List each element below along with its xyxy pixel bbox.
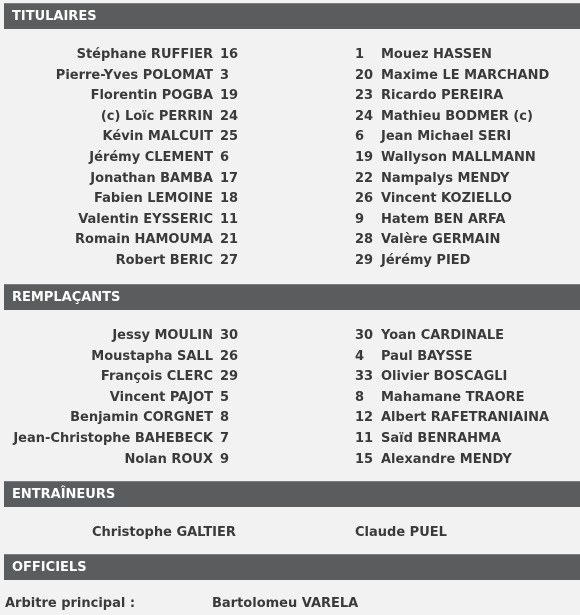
home-player-name: Fabien LEMOINE	[94, 191, 213, 207]
section-title-coaches: ENTRAÎNEURS	[12, 487, 116, 502]
away-player-name: Saïd BENRAHMA	[381, 430, 502, 446]
away-player-number: 26	[355, 191, 374, 207]
away-player-name: Mouez HASSEN	[381, 47, 492, 62]
home-player-number: 6	[220, 149, 230, 165]
home-player-number: 30	[220, 328, 239, 343]
lineup-row	[0, 210, 580, 231]
away-player-name: Paul BAYSSE	[381, 348, 473, 364]
home-player-name: Robert BERIC	[115, 252, 213, 268]
away-player-number: 9	[355, 211, 365, 227]
away-player-number: 30	[355, 328, 374, 343]
away-player-name: Jean Michael SERI	[381, 129, 512, 145]
official-name: Bartolomeu VARELA	[212, 596, 359, 611]
away-player-number: 20	[355, 67, 374, 83]
lineup-row	[0, 189, 580, 210]
section-header-subs	[4, 284, 580, 310]
away-player-number: 33	[355, 369, 374, 385]
away-player-name: Olivier BOSCAGLI	[381, 369, 508, 385]
home-player-number: 3	[220, 67, 230, 83]
home-player-number: 17	[220, 170, 239, 186]
home-player-name: Valentin EYSSERIC	[78, 211, 213, 227]
away-player-number: 19	[355, 149, 374, 165]
home-player-number: 25	[220, 129, 239, 145]
home-player-name: Benjamin CORGNET	[70, 410, 213, 426]
away-player-number: 24	[355, 108, 374, 124]
home-player-number: 9	[220, 451, 230, 467]
subs-list	[0, 326, 580, 470]
away-player-name: Albert RAFETRANIAINA	[381, 410, 550, 426]
home-player-name: Jessy MOULIN	[112, 328, 213, 343]
section-title-starters: TITULAIRES	[12, 9, 97, 24]
lineup-row	[0, 66, 580, 87]
home-player-number: 27	[220, 252, 239, 268]
lineup-row	[0, 45, 580, 66]
away-player-number: 22	[355, 170, 374, 186]
coaches-list	[0, 523, 580, 544]
home-player-number: 19	[220, 88, 239, 104]
home-player-number: 8	[220, 410, 230, 426]
lineup-row	[0, 450, 580, 471]
home-player-number: 16	[220, 47, 239, 62]
away-player-name: Yoan CARDINALE	[381, 328, 505, 343]
away-player-name: Alexandre MENDY	[381, 451, 512, 467]
away-player-number: 12	[355, 410, 374, 426]
home-player-number: 18	[220, 191, 239, 207]
home-player-name: Jean-Christophe BAHEBECK	[13, 430, 213, 446]
home-player-number: 7	[220, 430, 230, 446]
starters-list	[0, 45, 580, 272]
home-player-name: Florentin POGBA	[90, 88, 213, 104]
away-player-number: 11	[355, 430, 374, 446]
official-role-label: Arbitre principal :	[5, 596, 136, 611]
away-player-number: 29	[355, 252, 374, 268]
away-player-name: Jérémy PIED	[381, 252, 471, 268]
away-player-number: 6	[355, 129, 365, 145]
home-player-name: Moustapha SALL	[91, 348, 213, 364]
home-player-number: 26	[220, 348, 239, 364]
away-player-name: Wallyson MALLMANN	[381, 149, 536, 165]
lineup-row	[0, 107, 580, 128]
away-player-name: Valère GERMAIN	[381, 232, 501, 248]
lineup-row	[0, 86, 580, 107]
section-header-officials	[4, 554, 580, 580]
home-player-number: 5	[220, 389, 230, 405]
section-title-officials: OFFICIELS	[12, 560, 87, 575]
away-player-name: Ricardo PEREIRA	[381, 88, 504, 104]
home-player-name: Jérémy CLEMENT	[89, 149, 213, 165]
lineup-row	[0, 367, 580, 388]
home-player-name: (c) Loïc PERRIN	[100, 108, 213, 124]
away-player-name: Nampalys MENDY	[381, 170, 510, 186]
home-player-name: Vincent PAJOT	[109, 389, 213, 405]
home-player-number: 24	[220, 108, 239, 124]
officials-list	[0, 594, 580, 615]
section-header-starters	[4, 3, 580, 29]
away-player-name: Vincent KOZIELLO	[381, 191, 512, 207]
away-player-number: 4	[355, 348, 365, 364]
away-player-number: 8	[355, 389, 365, 405]
lineup-row	[0, 388, 580, 409]
home-player-name: Romain HAMOUMA	[75, 232, 213, 248]
lineup-row	[0, 230, 580, 251]
lineup-row	[0, 429, 580, 450]
away-player-name: Mahamane TRAORE	[381, 389, 525, 405]
away-coach-name: Claude PUEL	[355, 525, 447, 540]
home-player-name: Pierre-Yves POLOMAT	[55, 67, 213, 83]
lineup-row	[0, 251, 580, 272]
home-player-name: François CLERC	[100, 369, 213, 385]
lineup-row	[0, 169, 580, 190]
official-row	[0, 594, 580, 615]
home-player-name: Stéphane RUFFIER	[76, 47, 213, 62]
lineup-row	[0, 408, 580, 429]
away-player-number: 23	[355, 88, 374, 104]
away-player-number: 28	[355, 232, 374, 248]
home-player-number: 29	[220, 369, 239, 385]
home-player-name: Jonathan BAMBA	[90, 170, 213, 186]
home-player-name: Nolan ROUX	[124, 451, 213, 467]
away-player-name: Mathieu BODMER (c)	[381, 108, 533, 124]
section-header-coaches	[4, 481, 580, 507]
lineup-row	[0, 148, 580, 169]
lineup-row	[0, 326, 580, 347]
lineup-row	[0, 347, 580, 368]
section-title-subs: REMPLAÇANTS	[12, 290, 121, 305]
home-player-name: Kévin MALCUIT	[102, 129, 213, 145]
away-player-name: Maxime LE MARCHAND	[381, 67, 550, 83]
away-player-name: Hatem BEN ARFA	[381, 211, 506, 227]
home-player-number: 11	[220, 211, 239, 227]
away-player-number: 1	[355, 47, 365, 62]
home-player-number: 21	[220, 232, 239, 248]
home-coach-name: Christophe GALTIER	[92, 525, 236, 540]
away-player-number: 15	[355, 451, 374, 467]
lineup-row	[0, 127, 580, 148]
coaches-row	[0, 523, 580, 544]
